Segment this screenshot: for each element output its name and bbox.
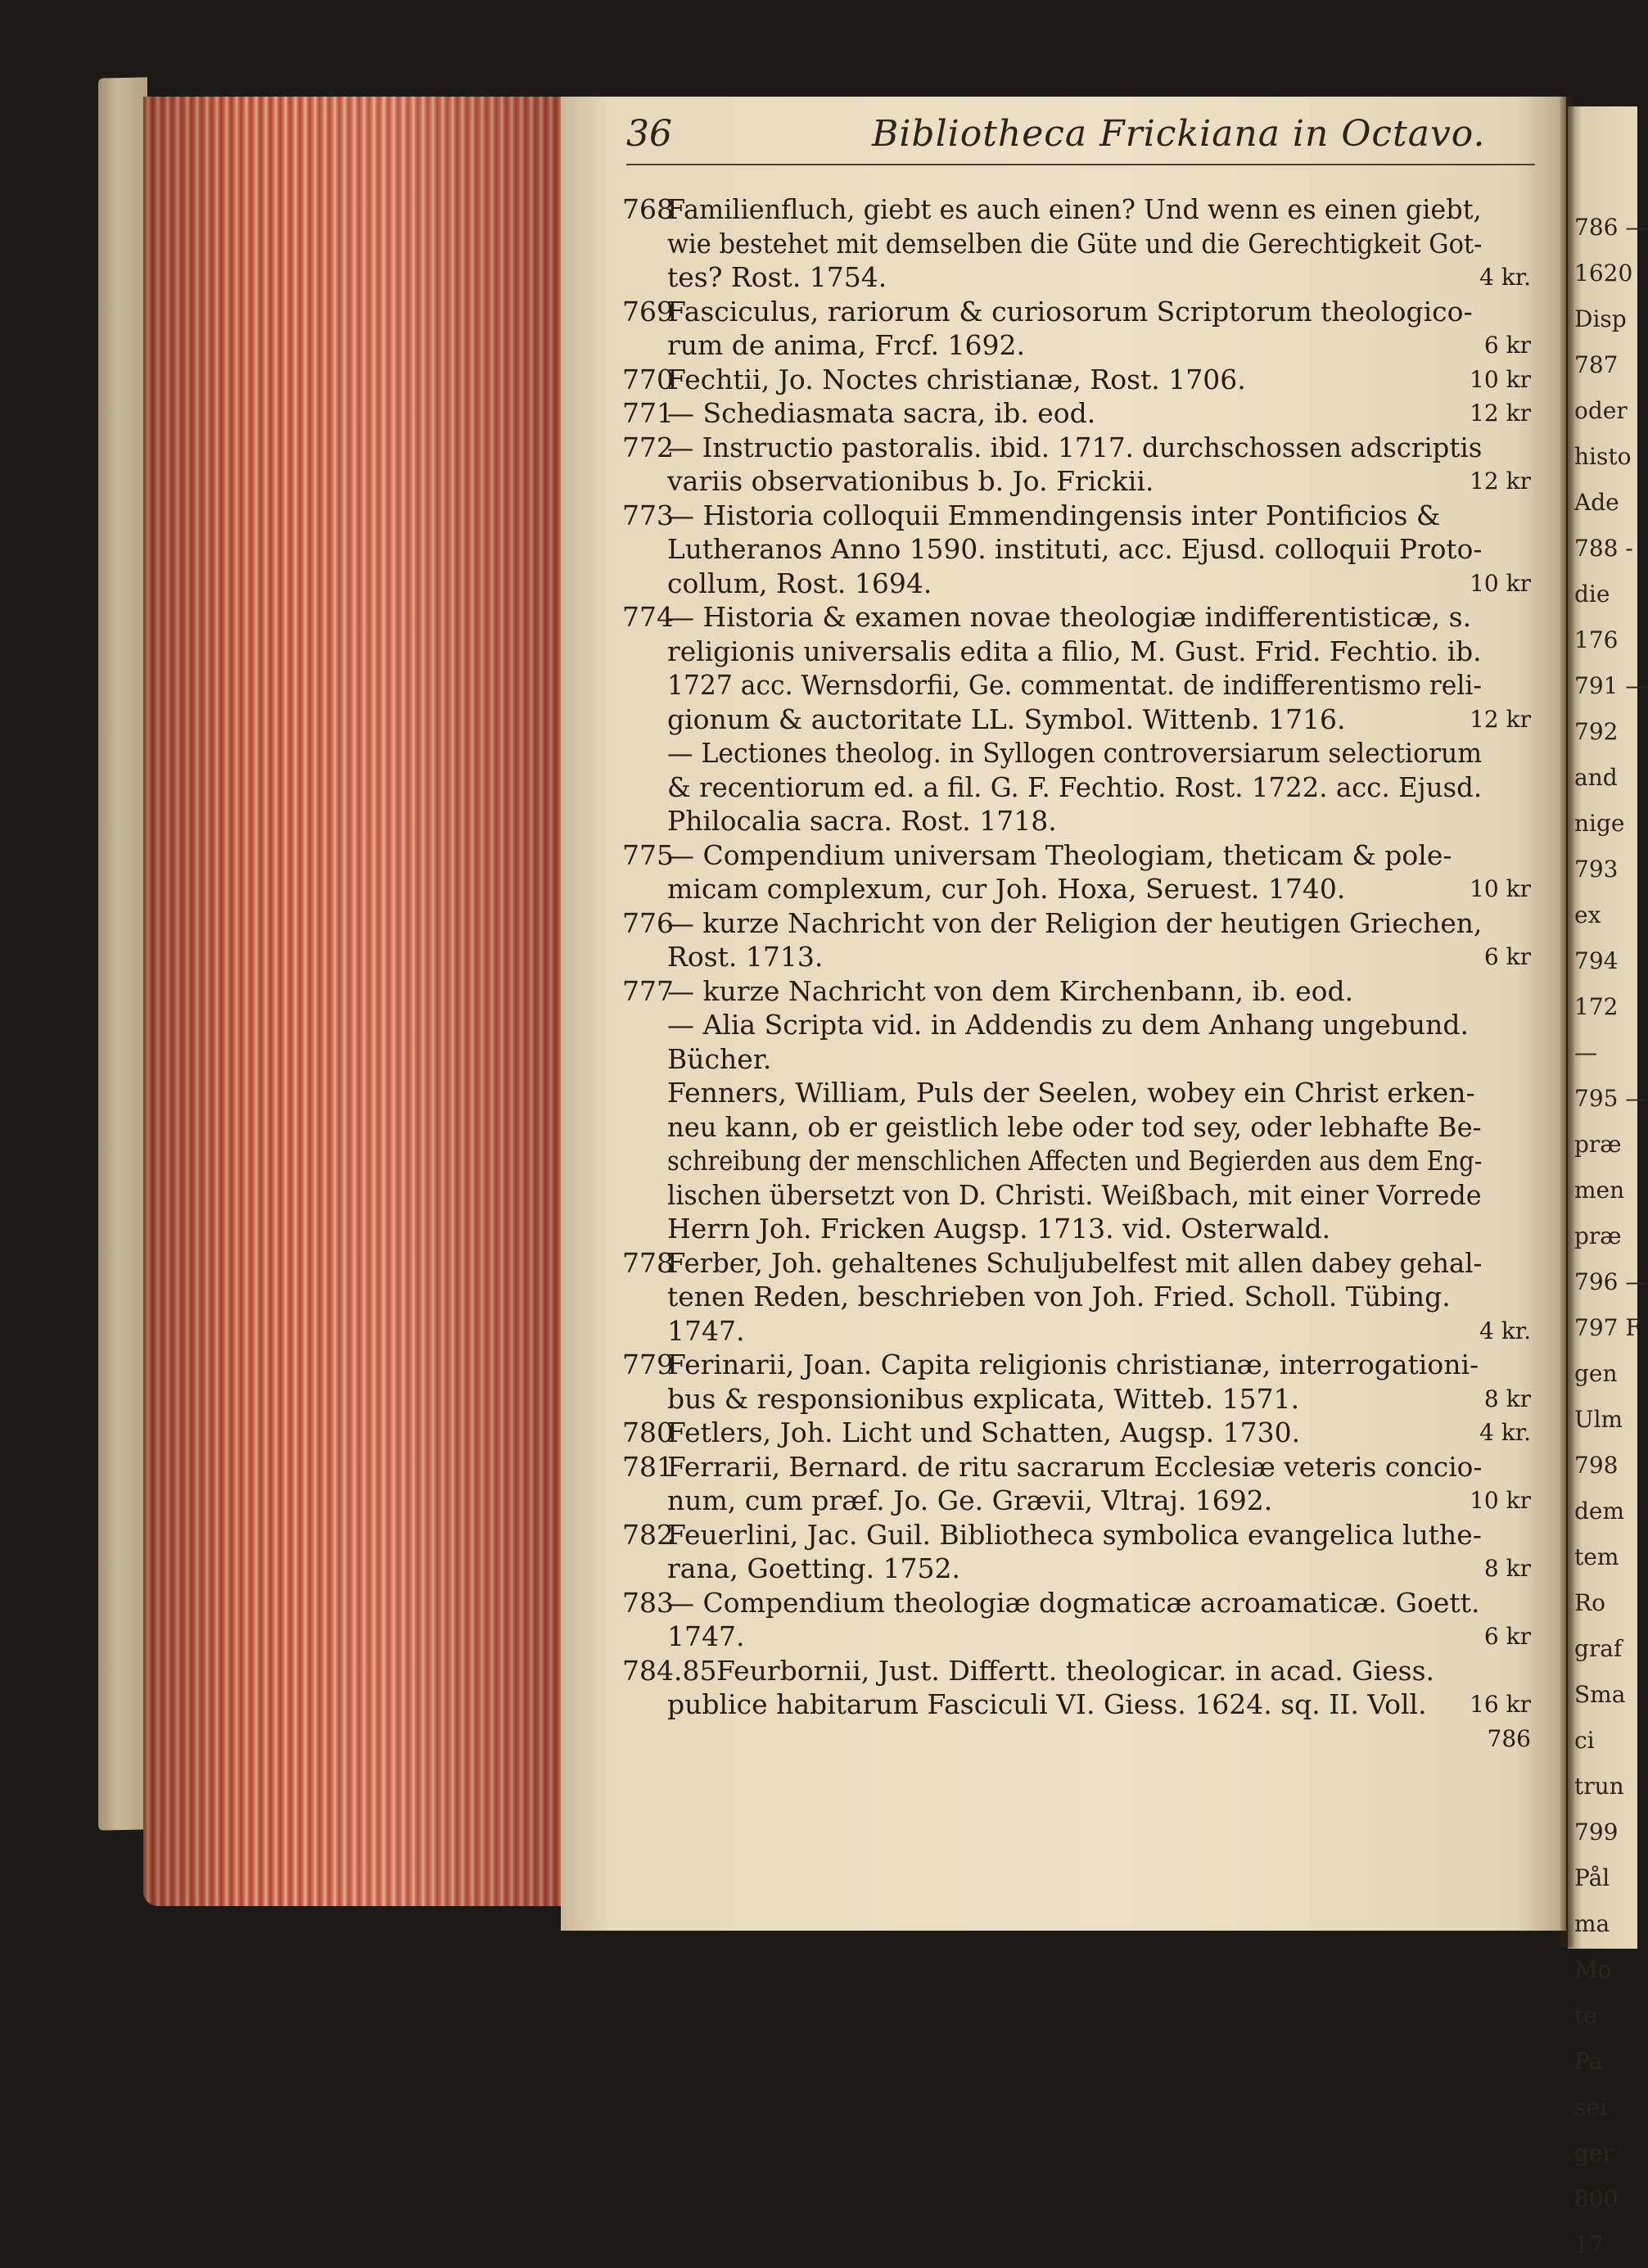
page-gutter <box>1560 97 1574 1947</box>
entry-text: — Alia Scripta vid. in Addendis zu dem Anhang ungebund. <box>667 1009 1469 1041</box>
catalog-line <box>622 227 1547 261</box>
facing-page-fragment: Ulm <box>1574 1406 1623 1433</box>
facing-page-fragment: trun <box>1574 1773 1624 1800</box>
catalog-line <box>622 363 1547 397</box>
entry-text: — kurze Nachricht von dem Kirchenbann, ib. eod. <box>667 974 1354 1007</box>
facing-page-fragment: præ <box>1574 1131 1622 1158</box>
entry-number: 780 <box>622 1416 674 1448</box>
facing-page-fragment: 797 F <box>1574 1314 1641 1341</box>
catalog-line <box>622 499 1547 533</box>
catalog-line <box>622 1246 1547 1281</box>
entry-text: schreibung der menschlichen Affecten und Begierden aus dem Eng- <box>667 1145 1483 1177</box>
facing-page-fragment: die <box>1574 581 1610 608</box>
catalog-line <box>622 464 1547 499</box>
catalog-line <box>622 1382 1547 1416</box>
catalog-line <box>622 804 1547 838</box>
entry-number: 773 <box>622 499 674 531</box>
head-rule <box>626 164 1535 165</box>
entry-price: 8 kr <box>1483 1555 1531 1582</box>
entry-text: Ferinarii, Joan. Capita religionis christianæ, interrogationi- <box>667 1349 1479 1380</box>
facing-page-fragment: 172 <box>1574 993 1619 1020</box>
entry-text: tes? Rost. 1754. <box>667 261 887 293</box>
catalog-line <box>622 1314 1547 1349</box>
entry-number: 775 <box>622 838 674 871</box>
entry-text: 1747. <box>667 1314 745 1347</box>
entry-text: — Schediasmata sacra, ib. eod. <box>667 397 1096 429</box>
entry-number: 781 <box>622 1450 674 1483</box>
entry-number: 774 <box>622 601 674 633</box>
entry-text: Fechtii, Jo. Noctes christianæ, Rost. 1706. <box>667 363 1246 395</box>
facing-page-fragment: and <box>1574 764 1618 791</box>
entry-number: 770 <box>622 363 674 395</box>
entry-number: 772 <box>622 431 674 463</box>
catalog-line <box>622 431 1547 465</box>
facing-page-fragment: 799 <box>1574 1818 1619 1846</box>
facing-page-fragment: gen <box>1574 1360 1618 1387</box>
entry-text: 1727 acc. Wernsdorfii, Ge. commentat. de indifferentismo reli- <box>667 669 1483 701</box>
catalog-line <box>622 1110 1547 1145</box>
catalog-line <box>622 1212 1547 1246</box>
entry-number: 782 <box>622 1518 674 1551</box>
catalog-line <box>622 1654 1547 1688</box>
catalog-line <box>622 1484 1547 1518</box>
entry-text: rum de anima, Frcf. 1692. <box>667 329 1026 361</box>
entry-number: 768 <box>622 193 674 225</box>
facing-page-fragment: 792 <box>1574 718 1619 745</box>
facing-page-fragments <box>1574 205 1648 2268</box>
facing-page-fragment: 791 — <box>1574 672 1648 699</box>
catalog-line <box>622 1348 1547 1382</box>
catalog-line <box>622 1144 1547 1178</box>
entry-text: — Lectiones theolog. in Syllogen controversiarum selectiorum <box>667 737 1483 769</box>
entry-text: & recentiorum ed. a fil. G. F. Fechtio. Rost. 1722. acc. Ejusd. <box>667 770 1483 803</box>
entry-text: num, cum præf. Jo. Ge. Grævii, Vltraj. 1692. <box>667 1484 1273 1516</box>
facing-page-fragment: — <box>1574 1039 1597 1066</box>
entry-text: Fetlers, Joh. Licht und Schatten, Augsp. 1730. <box>667 1416 1301 1448</box>
facing-page-fragment: 17 <box>1574 2231 1604 2258</box>
facing-page-fragment: 798 <box>1574 1452 1619 1479</box>
entry-number: 784.85 <box>622 1654 717 1687</box>
entry-number: 778 <box>622 1246 674 1279</box>
facing-page-fragment: Sma <box>1574 1681 1626 1708</box>
entry-text: 1747. <box>667 1620 745 1652</box>
facing-page-fragment: histo <box>1574 443 1632 470</box>
catalog-line <box>622 940 1547 974</box>
entry-number: 771 <box>622 397 674 429</box>
entry-text: neu kann, ob er geistlich lebe oder tod sey, oder lebhafte Be- <box>667 1110 1482 1143</box>
facing-page-fragment: ma <box>1574 1910 1610 1937</box>
catalog-line <box>622 396 1547 431</box>
catalog-line <box>622 260 1547 295</box>
catalog-line <box>622 770 1547 805</box>
facing-page-fragment: 787 <box>1574 351 1619 378</box>
entry-text: Familienfluch, giebt es auch einen? Und wenn es einen giebt, <box>667 193 1482 225</box>
entry-text: — Instructio pastoralis. ibid. 1717. durchschossen adscriptis <box>667 431 1483 463</box>
entry-text: Philocalia sacra. Rost. 1718. <box>667 805 1057 837</box>
red-page-edges <box>143 97 561 1906</box>
facing-page-fragment: 176 <box>1574 626 1619 653</box>
facing-page-fragment: Ro <box>1574 1589 1605 1616</box>
catalog-line <box>622 328 1547 363</box>
facing-page-fragment: 796 — <box>1574 1268 1648 1295</box>
book-cover-board <box>98 77 147 1830</box>
page-number: 36 <box>626 113 672 155</box>
facing-page-fragment: 800 <box>1574 2185 1619 2212</box>
catalog-line <box>622 1552 1547 1586</box>
catalog-line <box>622 872 1547 906</box>
entry-price: 10 kr <box>1470 1487 1531 1514</box>
entry-text: variis observationibus b. Jo. Frickii. <box>667 465 1154 497</box>
catalog-line <box>622 838 1547 873</box>
catalog-line <box>622 635 1547 669</box>
catalog-line <box>622 703 1547 737</box>
facing-page-fragment: Mo <box>1574 1956 1612 1983</box>
facing-page-fragment: ger <box>1574 2139 1614 2166</box>
entry-text: religionis universalis edita a filio, M. Gust. Frid. Fechtio. ib. <box>667 635 1482 667</box>
catalog-line <box>622 668 1547 703</box>
entry-text: publice habitarum Fasciculi VI. Giess. 1624. sq. II. Voll. <box>667 1688 1427 1720</box>
entry-price: 4 kr. <box>1479 1317 1531 1344</box>
entry-text: tenen Reden, beschrieben von Joh. Fried. Scholl. Tübing. <box>667 1281 1451 1312</box>
entry-price: 8 kr <box>1483 1385 1531 1412</box>
entry-price: 6 kr <box>1483 1623 1531 1650</box>
entry-text: Ferber, Joh. gehaltenes Schuljubelfest mit allen dabey gehal- <box>667 1246 1483 1279</box>
catalog-line <box>622 600 1547 635</box>
facing-page-fragment: graf <box>1574 1635 1623 1662</box>
facing-page-fragment: Disp <box>1574 305 1627 332</box>
entry-price: 10 kr <box>1470 365 1531 393</box>
catalog-line <box>622 1416 1547 1450</box>
facing-page-fragment: 1620 <box>1574 260 1633 287</box>
entry-price: 16 kr <box>1470 1691 1531 1718</box>
entry-text: lischen übersetzt von D. Christi. Weißbach, mit einer Vorrede <box>667 1178 1482 1211</box>
facing-page-fragment: te <box>1574 2002 1597 2029</box>
entry-number: 777 <box>622 974 674 1007</box>
entry-text: rana, Goetting. 1752. <box>667 1552 961 1584</box>
entry-number: 779 <box>622 1349 674 1380</box>
catchword: 786 <box>1487 1724 1531 1752</box>
facing-page-fragment: ci <box>1574 1727 1595 1754</box>
entry-price: 4 kr. <box>1479 1419 1531 1446</box>
entry-price: 4 kr. <box>1479 264 1531 291</box>
catalog-line <box>622 1178 1547 1213</box>
entry-text: — kurze Nachricht von der Religion der heutigen Griechen, <box>667 906 1483 939</box>
running-head <box>626 105 1551 170</box>
entry-text: — Historia colloquii Emmendingensis inter Pontificios & <box>667 499 1441 531</box>
catchword-line <box>622 1722 1547 1756</box>
catalog-entries <box>622 192 1547 1755</box>
catalog-line <box>622 567 1547 601</box>
entry-text: wie bestehet mit demselben die Güte und die Gerechtigkeit Got- <box>667 227 1483 260</box>
entry-number: 783 <box>622 1586 674 1619</box>
facing-page-fragment: 786 — <box>1574 214 1648 241</box>
entry-price: 6 kr <box>1483 943 1531 970</box>
facing-page-fragment: nige <box>1574 810 1625 837</box>
catalog-line <box>622 1586 1547 1620</box>
catalog-line <box>622 1042 1547 1077</box>
entry-text: Bücher. <box>667 1042 772 1075</box>
entry-price: 10 kr <box>1470 569 1531 597</box>
entry-text: gionum & auctoritate LL. Symbol. Wittenb. 1716. <box>667 703 1346 735</box>
facing-page-fragment: 788 - <box>1574 535 1633 562</box>
catalog-line <box>622 1008 1547 1042</box>
facing-page-fragment: Pa <box>1574 2048 1603 2075</box>
facing-page-fragment: 794 <box>1574 947 1619 974</box>
entry-text: — Historia & examen novae theologiæ indifferentisticæ, s. <box>667 601 1472 633</box>
entry-price: 12 kr <box>1470 400 1531 427</box>
entry-number: 769 <box>622 295 674 328</box>
entry-price: 6 kr <box>1483 332 1531 359</box>
catalog-line <box>622 974 1547 1009</box>
entry-number: 776 <box>622 906 674 939</box>
catalog-line <box>622 1687 1547 1722</box>
facing-page-fragment: Pål <box>1574 1864 1610 1891</box>
catalog-line <box>622 1280 1547 1314</box>
facing-page-fragment: Ade <box>1574 489 1619 516</box>
facing-page-strip <box>1568 106 1648 2258</box>
entry-text: Herrn Joh. Fricken Augsp. 1713. vid. Osterwald. <box>667 1213 1331 1245</box>
catalog-line <box>622 1450 1547 1484</box>
facing-page-fragment: 793 <box>1574 856 1619 883</box>
entry-text: micam complexum, cur Joh. Hoxa, Seruest. 1740. <box>667 873 1346 905</box>
entry-text: Feurbornii, Just. Differtt. theologicar. in acad. Giess. <box>716 1654 1435 1687</box>
catalog-line <box>622 736 1547 770</box>
facing-page-fragment: oder <box>1574 397 1628 424</box>
entry-text: Fasciculus, rariorum & curiosorum Scriptorum theologico- <box>667 295 1473 328</box>
catalog-line <box>622 1620 1547 1654</box>
catalog-line <box>622 532 1547 567</box>
entry-text: Lutheranos Anno 1590. instituti, acc. Ejusd. colloquii Proto- <box>667 533 1483 565</box>
facing-page-fragment: præ <box>1574 1222 1622 1249</box>
facing-page-fragment: ex <box>1574 901 1601 928</box>
entry-price: 12 kr <box>1470 468 1531 495</box>
catalog-line <box>622 1076 1547 1110</box>
catalog-line <box>622 295 1547 329</box>
facing-page-fragment: men <box>1574 1177 1625 1204</box>
catalog-line <box>622 906 1547 941</box>
entry-text: Rost. 1713. <box>667 941 824 973</box>
entry-text: Feuerlini, Jac. Guil. Bibliotheca symbolica evangelica luthe- <box>667 1518 1482 1551</box>
page-title: Bibliotheca Frickiana in Octavo. <box>872 113 1486 155</box>
facing-page-fragment: dem <box>1574 1498 1625 1525</box>
facing-page-fragment: tem <box>1574 1543 1619 1570</box>
entry-price: 12 kr <box>1470 705 1531 733</box>
entry-text: collum, Rost. 1694. <box>667 567 932 599</box>
facing-page-fragment: sei <box>1574 2094 1607 2121</box>
entry-text: bus & responsionibus explicata, Witteb. 1571. <box>667 1382 1300 1415</box>
entry-text: — Compendium universam Theologiam, theticam & pole- <box>667 838 1452 871</box>
facing-page-fragment: 795 — <box>1574 1085 1648 1112</box>
catalog-line <box>622 192 1547 227</box>
catalog-line <box>622 1518 1547 1552</box>
entry-text: — Compendium theologiæ dogmaticæ acroamaticæ. Goett. <box>667 1586 1480 1619</box>
entry-price: 10 kr <box>1470 875 1531 902</box>
entry-text: Ferrarii, Bernard. de ritu sacrarum Ecclesiæ veteris concio- <box>667 1450 1483 1483</box>
entry-text: Fenners, William, Puls der Seelen, wobey ein Christ erken- <box>667 1077 1475 1109</box>
